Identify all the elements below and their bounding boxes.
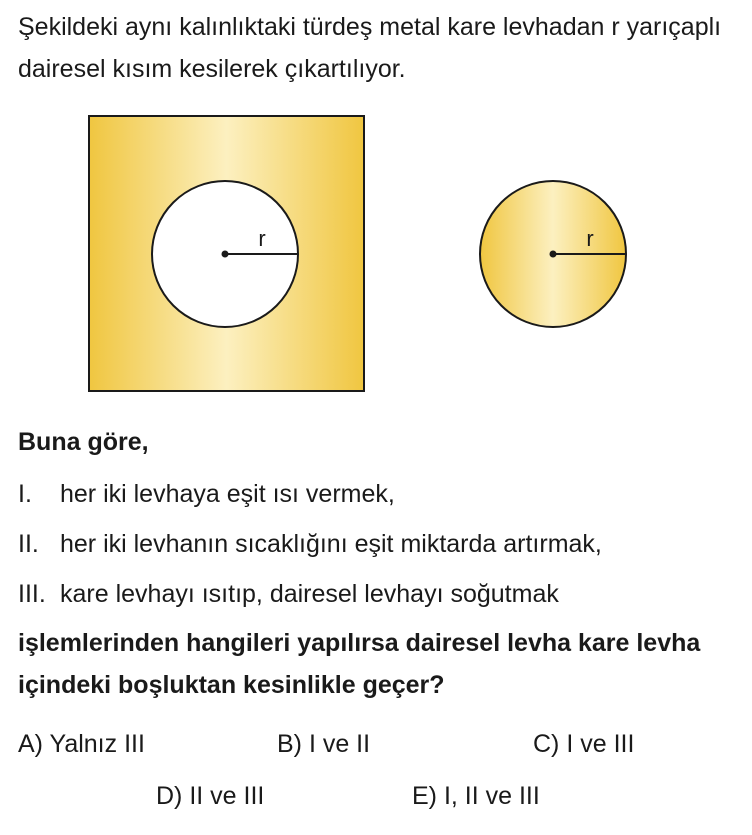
option-c[interactable]: C) I ve III — [533, 730, 635, 758]
question-intro: Şekildeki aynı kalınlıktaki türdeş metal kare levhadan r yarıçaplı dairesel kısım kesilerek çıkartılıyor. — [18, 13, 722, 83]
statement-number: III. — [18, 580, 46, 608]
lead-text: Buna göre, — [18, 428, 149, 456]
statement-2 — [18, 530, 602, 559]
option-a[interactable]: A) Yalnız III — [18, 730, 145, 758]
statement-3 — [18, 580, 559, 609]
statement-text: kare levhayı ısıtıp, dairesel levhayı soğutmak — [60, 580, 559, 608]
statement-text: her iki levhaya eşit ısı vermek, — [60, 480, 395, 508]
statement-number: I. — [18, 480, 32, 508]
disc-radius-label: r — [586, 226, 594, 251]
square-hole-radius-label: r — [258, 226, 266, 251]
option-b[interactable]: B) I ve II — [277, 730, 371, 758]
question-text: işlemlerinden hangileri yapılırsa dairesel levha kare levha içindeki boşluktan kesinlikle geçer? — [18, 629, 701, 699]
statement-text: her iki levhanın sıcaklığını eşit miktarda artırmak, — [60, 530, 602, 558]
circular-plate — [480, 181, 626, 327]
statement-1 — [18, 480, 395, 509]
option-d[interactable]: D) II ve III — [156, 782, 265, 810]
option-e[interactable]: E) I, II ve III — [412, 782, 540, 810]
square-plate — [89, 116, 364, 391]
statement-number: II. — [18, 530, 39, 558]
